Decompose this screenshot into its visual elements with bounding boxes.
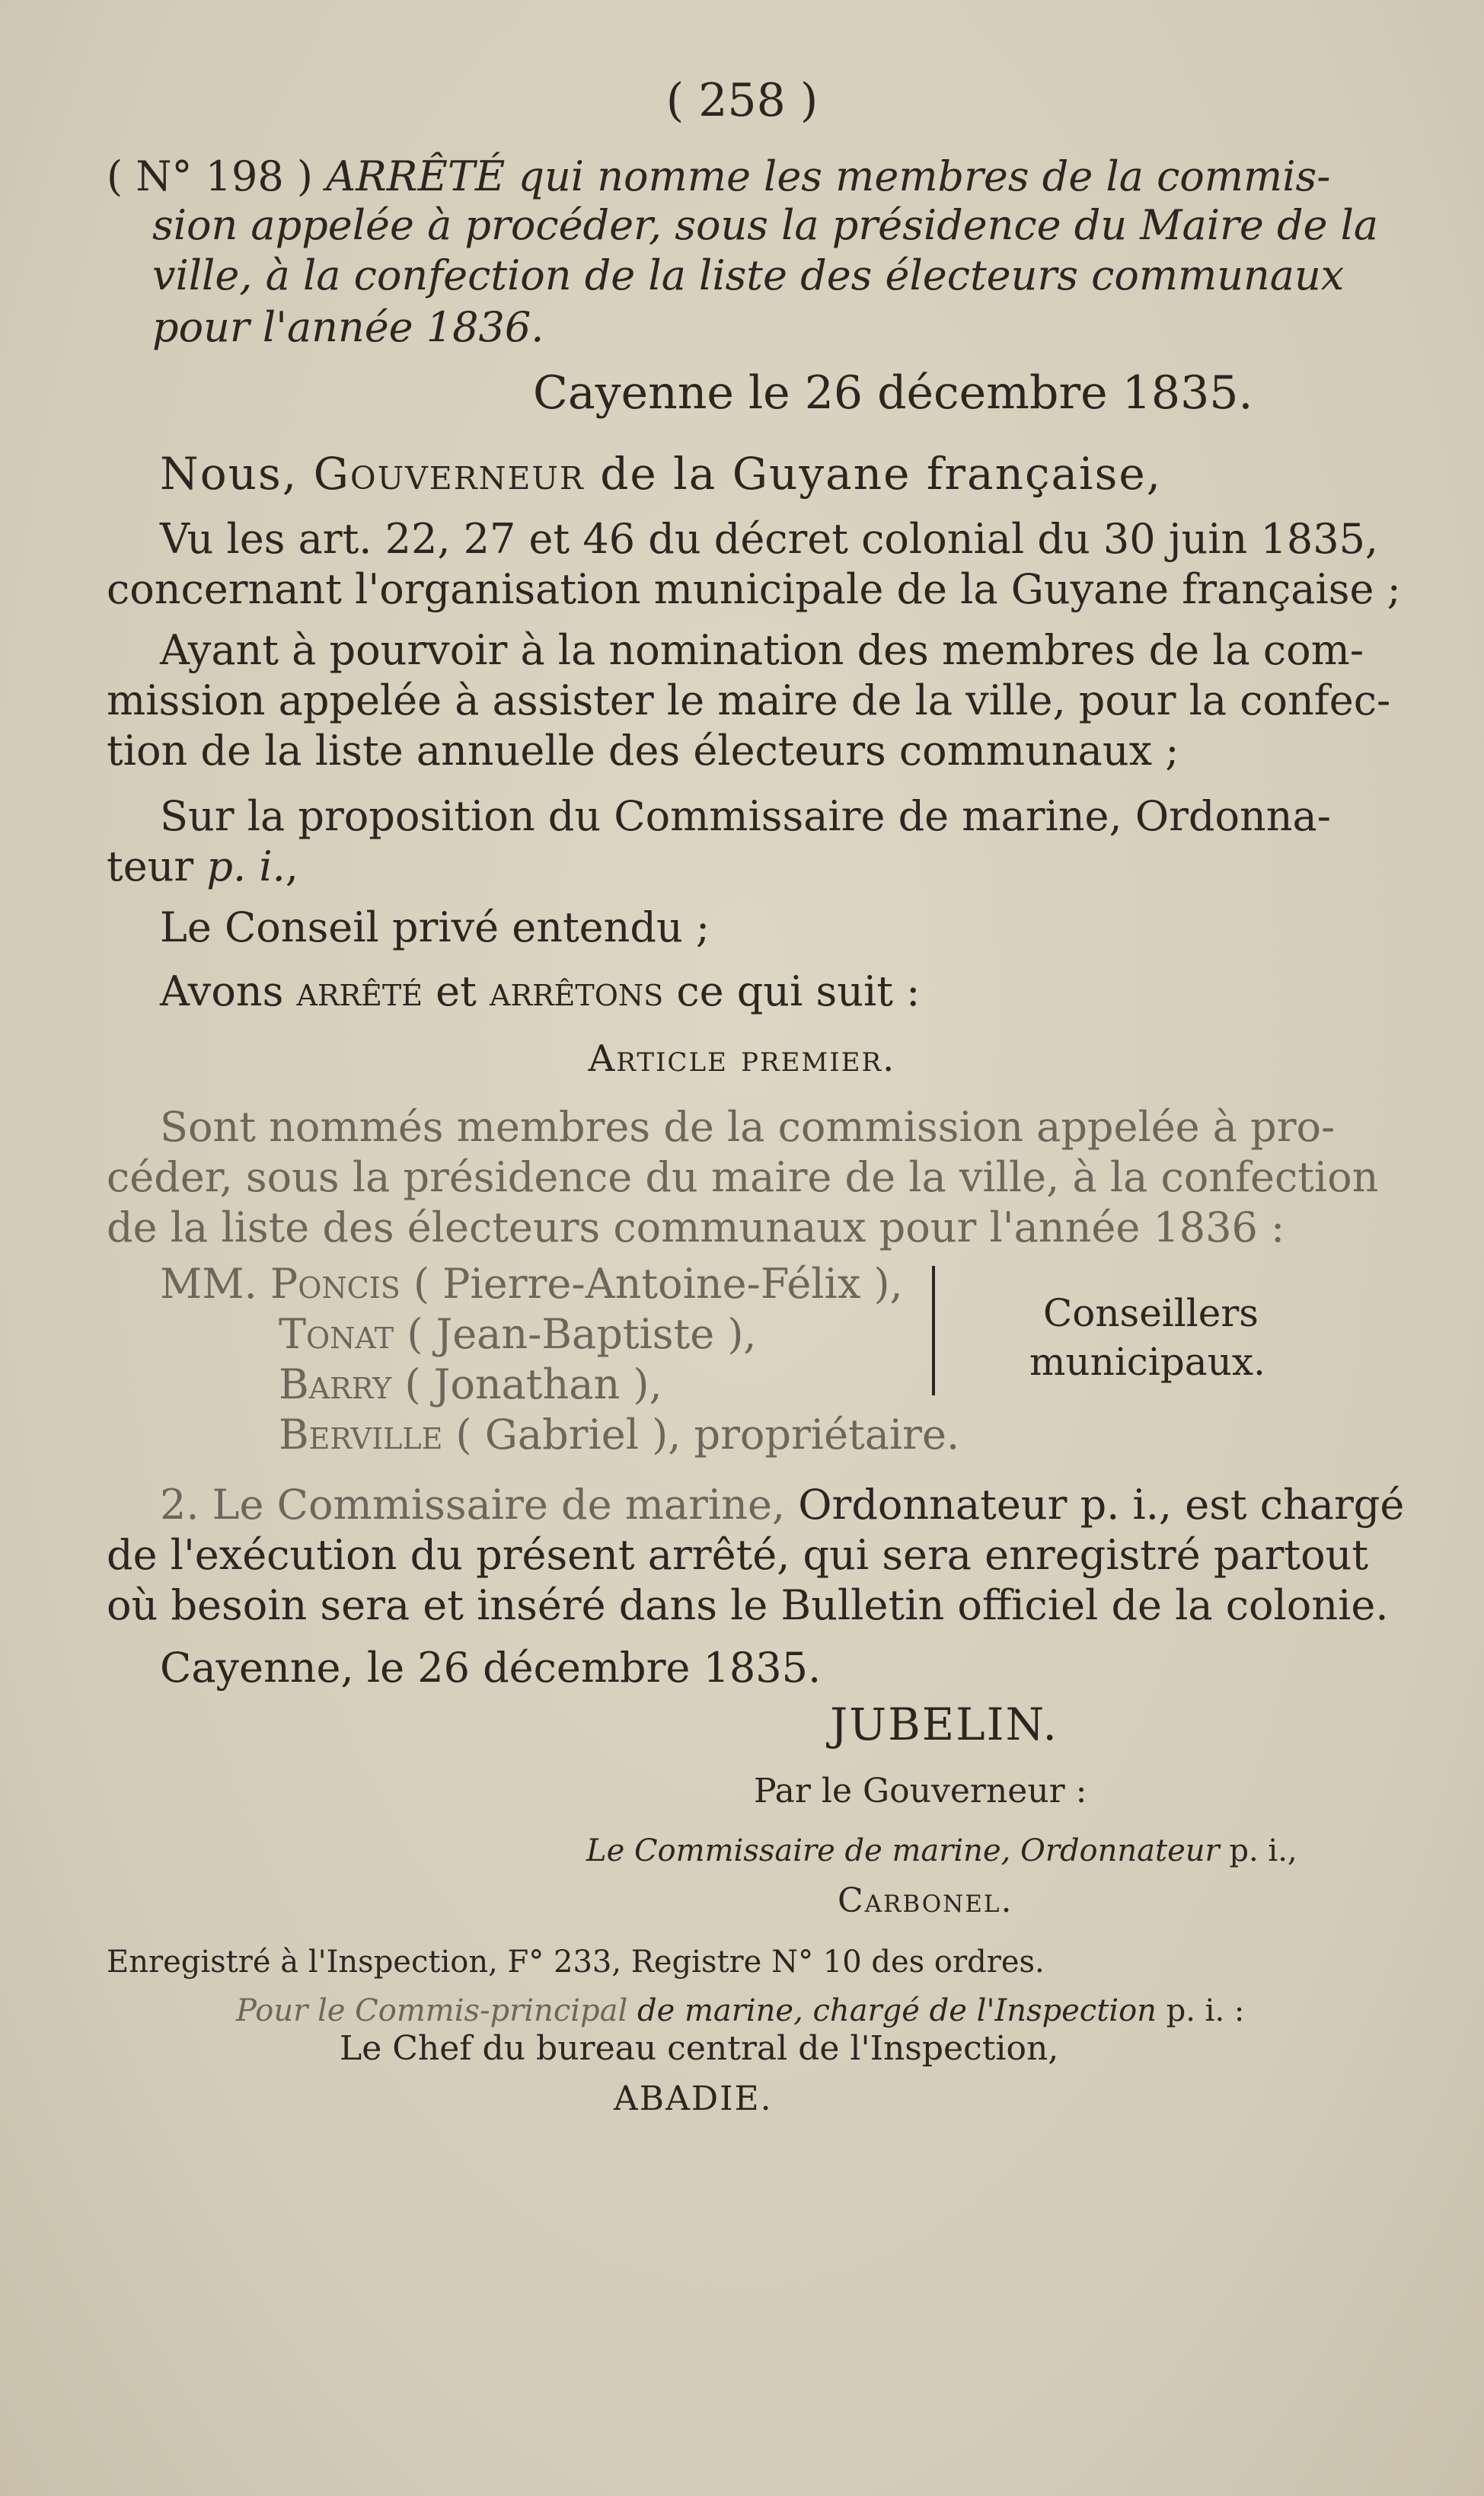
commissaire-title: Le Commissaire de marine, Ordonnateur p. i., [586, 1833, 1297, 1868]
article1-line-1: Sont nommés membres de la commission appelée à pro- [160, 1103, 1336, 1151]
signature-carbonel: Carbonel. [838, 1881, 1013, 1920]
governor-line: Nous, Gouverneur de la Guyane française, [160, 448, 1163, 500]
place-date: Cayenne le 26 décembre 1835. [533, 366, 1253, 420]
page-number: ( 258 ) [665, 74, 819, 127]
conseillers-label-2: municipaux. [1029, 1340, 1265, 1384]
article1-line-2: céder, sous la présidence du maire de la ville, à la confection [107, 1153, 1379, 1201]
chef-bureau-line: Le Chef du bureau central de l'Inspection, [340, 2029, 1059, 2068]
article-heading: Article premier. [588, 1037, 896, 1080]
ayant-line-2: mission appelée à assister le maire de la ville, pour la confec- [107, 676, 1391, 724]
member-4: Berville ( Gabriel ), propriétaire. [279, 1411, 960, 1459]
conseil-line: Le Conseil privé entendu ; [160, 903, 710, 951]
par-le-gouverneur: Par le Gouverneur : [754, 1772, 1087, 1810]
signature-jubelin: JUBELIN. [830, 1699, 1058, 1750]
member-3: Barry ( Jonathan ), [279, 1360, 662, 1408]
article2-line-3: où besoin sera et inséré dans le Bulletin officiel de la colonie. [107, 1581, 1389, 1629]
heading-line-3: ville, à la confection de la liste des électeurs communaux [152, 251, 1345, 299]
member-1: MM. Poncis ( Pierre-Antoine-Félix ), [160, 1260, 903, 1308]
vu-line-1: Vu les art. 22, 27 et 46 du décret colonial du 30 juin 1835, [160, 515, 1379, 563]
registration-line: Enregistré à l'Inspection, F° 233, Registre N° 10 des ordres. [107, 1945, 1045, 1980]
article2-line-2: de l'exécution du présent arrêté, qui sera enregistré partout [107, 1531, 1369, 1579]
members-brace [932, 1266, 935, 1395]
avons-line: Avons arrêté et arrêtons ce qui suit : [160, 967, 921, 1015]
inspection-line: Pour le Commis-principal de marine, chargé de l'Inspection p. i. : [236, 1993, 1245, 2028]
ayant-line-1: Ayant à pourvoir à la nomination des membres de la com- [160, 626, 1364, 674]
signature-abadie: ABADIE. [614, 2079, 773, 2118]
proposition-line-2: teur p. i., [107, 842, 298, 890]
heading-line-4: pour l'année 1836. [152, 303, 544, 351]
article1-line-3: de la liste des électeurs communaux pour l'année 1836 : [107, 1203, 1285, 1251]
article2-line-1: 2. Le Commissaire de marine, Ordonnateur p. i., est chargé [160, 1481, 1405, 1529]
ayant-line-3: tion de la liste annuelle des électeurs communaux ; [107, 727, 1179, 775]
member-2: Tonat ( Jean-Baptiste ), [279, 1310, 757, 1358]
closing-date: Cayenne, le 26 décembre 1835. [160, 1644, 822, 1692]
vu-line-2: concernant l'organisation municipale de la Guyane française ; [107, 565, 1401, 613]
conseillers-label-1: Conseillers [1043, 1291, 1259, 1335]
heading-line-2: sion appelée à procéder, sous la présidence du Maire de la [152, 201, 1379, 249]
decree-number: ( N° 198 ) ARRÊTÉ qui nomme les membres de la commis- [107, 152, 1331, 200]
proposition-line-1: Sur la proposition du Commissaire de marine, Ordonna- [160, 792, 1331, 840]
